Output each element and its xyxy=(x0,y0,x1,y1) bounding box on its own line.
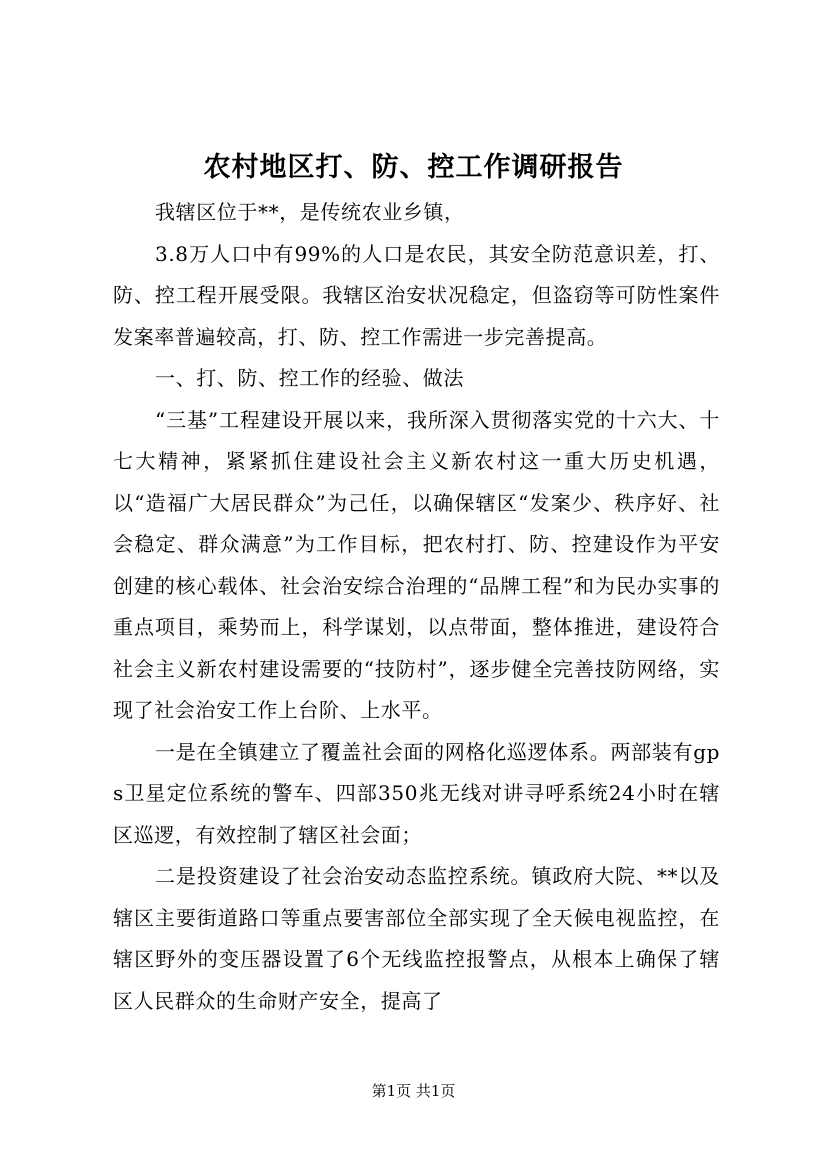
paragraph-intro: 我辖区位于**，是传统农业乡镇， xyxy=(155,200,465,224)
paragraph-population: 3.8万人口中有99%的人口是农民，其安全防范意识差，打、防、控工程开展受限。我辖区治安状况稳定，但盗窃等可防性案件发案率普遍较高，打、防、控工作需进一步完善提高。 xyxy=(113,241,720,349)
paragraph-patrol-system: 一是在全镇建立了覆盖社会面的网格化巡逻体系。两部装有gps卫星定位系统的警车、四部350兆无线对讲寻呼系统24小时在辖区巡逻，有效控制了辖区社会面； xyxy=(113,739,720,847)
paragraph-sanji-project: “三基”工程建设开展以来，我所深入贯彻落实党的十六大、十七大精神，紧紧抓住建设社会主义新农村这一重大历史机遇，以“造福广大居民群众”为己任，以确保辖区“发案少、秩序好、社会稳定、群众满意”为工作目标，把农村打、防、控建设作为平安创建的核心载体、社会治安综合治理的“品牌工程”和为民办实事的重点项目，乘势而上，科学谋划，以点带面，整体推进，建设符合社会主义新农村建设需要的“技防村”，逐步健全完善技防网络，实现了社会治安工作上台阶、上水平。 xyxy=(113,407,720,722)
document-body xyxy=(113,192,720,1022)
page-footer: 第1页 共1页 xyxy=(371,1082,456,1100)
section-heading-experience: 一、打、防、控工作的经验、做法 xyxy=(155,366,464,390)
paragraph-monitoring-system: 二是投资建设了社会治安动态监控系统。镇政府大院、**以及辖区主要街道路口等重点要害部位全部实现了全天候电视监控，在辖区野外的变压器设置了6个无线监控报警点，从根本上确保了辖区人民群众的生命财产安全，提高了 xyxy=(113,864,720,1013)
document-title: 农村地区打、防、控工作调研报告 xyxy=(203,152,624,183)
